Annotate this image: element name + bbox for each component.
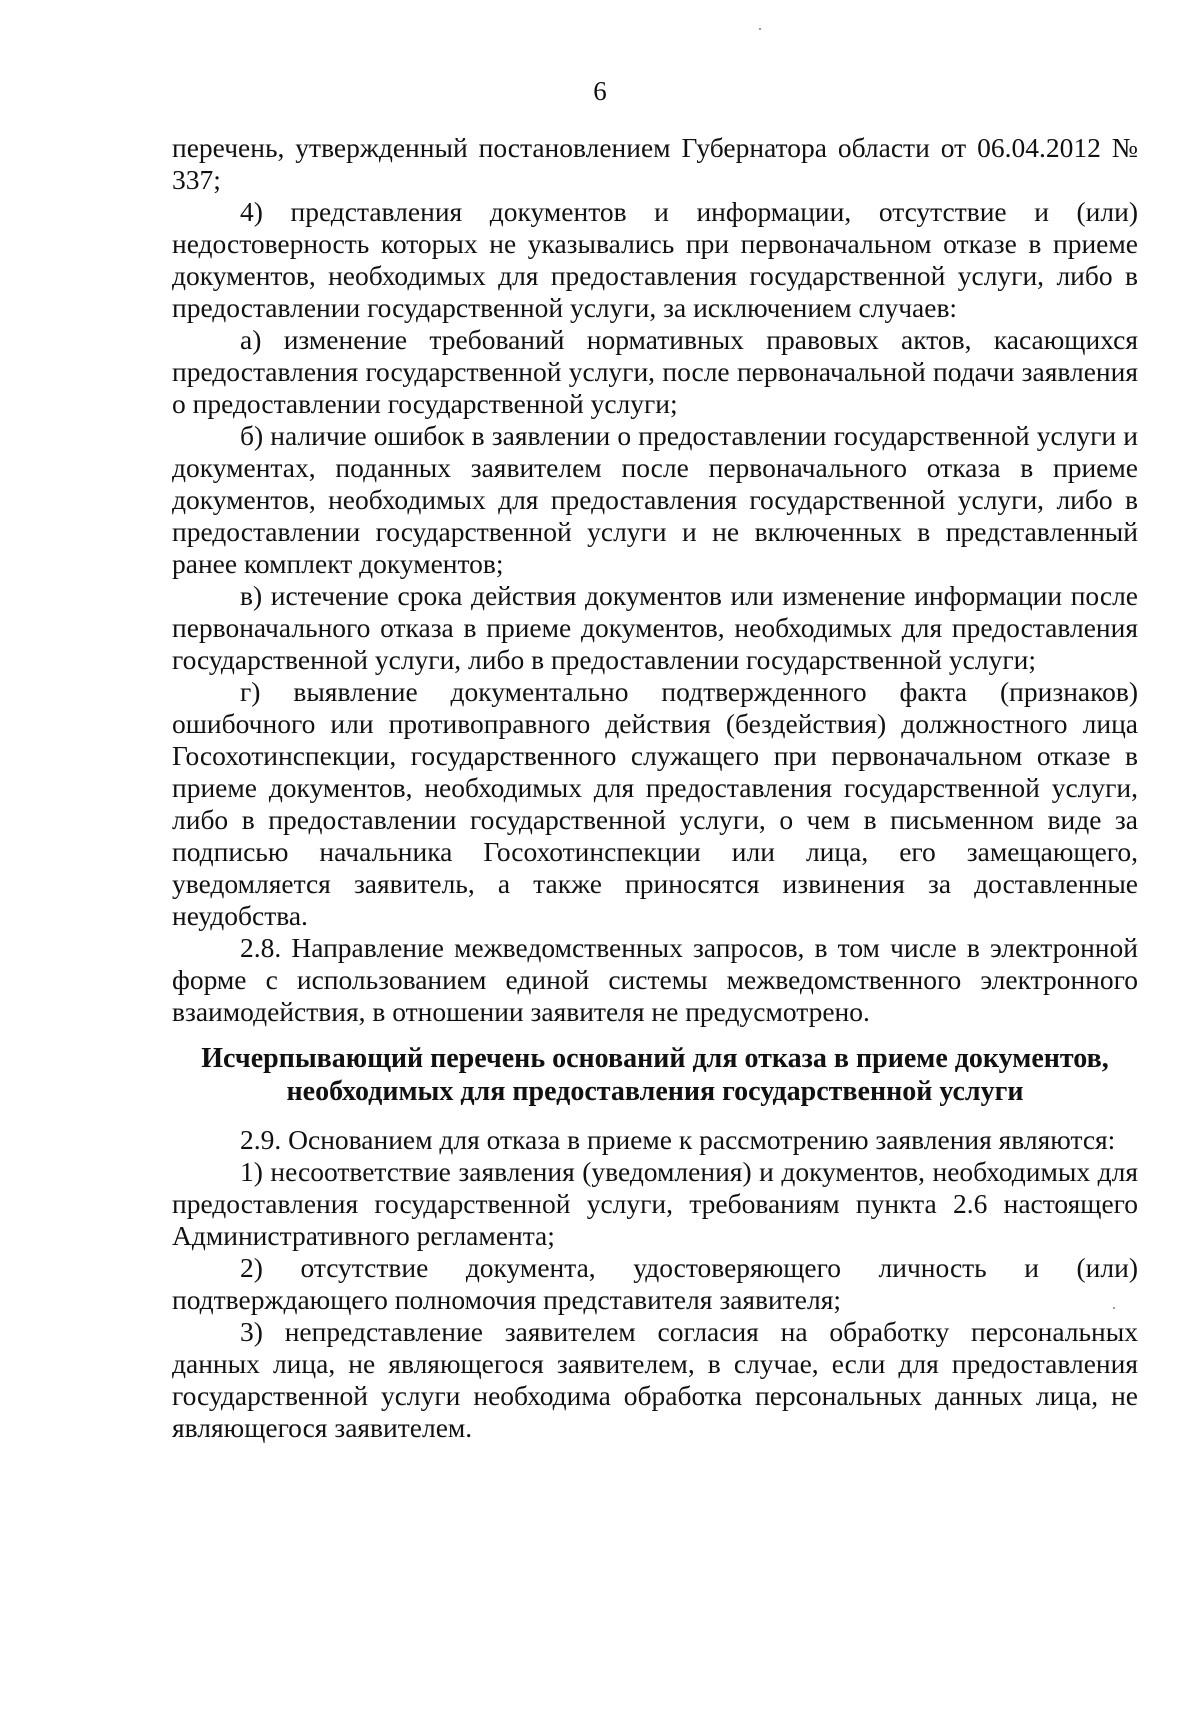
paragraph-ground-3: 3) непредставление заявителем согласия на обработку персональных данных лица, не являющегося заявителем, в случае, если для предоставления государственной услуги необходима обработка персональных данных лица, не являющегося заявителем. [172,1316,1138,1443]
paragraph-ground-2: 2) отсутствие документа, удостоверяющего личность и (или) подтверждающего полномочия представителя заявителя; [172,1252,1138,1315]
paragraph-2-9: 2.9. Основанием для отказа в приеме к рассмотрению заявления являются: [240,1124,1116,1155]
paragraph-list-continuation: перечень, утвержденный постановлением Губернатора области от 06.04.2012 № 337; [172,132,1138,195]
paragraph-subitem-b: б) наличие ошибок в заявлении о предоставлении государственной услуги и документах, поданных заявителем после первоначального отказа в приеме документов, необходимых для предоставления государственной услуги, либо в предоставлении государственной услуги и не включенных в представленный ранее комплект документов; [172,420,1138,579]
paragraph-subitem-a: а) изменение требований нормативных правовых актов, касающихся предоставления государственной услуги, после первоначальной подачи заявления о предоставлении государственной услуги; [172,324,1138,419]
scan-speck [759,28,761,30]
paragraph-subitem-g: г) выявление документально подтвержденного факта (признаков) ошибочного или противоправного действия (бездействия) должностного лица Госохотинспекции, государственного служащего при первоначальном отказе в приеме документов, необходимых для предоставления государственной услуги, либо в предоставлении государственной услуги, о чем в письменном виде за подписью начальника Госохотинспекции или лица, его замещающего, уведомляется заявитель, а также приносятся извинения за доставленные неудобства. [172,676,1138,931]
paragraph-item-4: 4) представления документов и информации, отсутствие и (или) недостоверность которых не указывались при первоначальном отказе в приеме документов, необходимых для предоставления государственной услуги, либо в предоставлении государственной услуги, за исключением случаев: [172,196,1138,323]
page-number: 6 [593,76,607,106]
paragraph-subitem-v: в) истечение срока действия документов или изменение информации после первоначального отказа в приеме документов, необходимых для предоставления государственной услуги, либо в предоставлении государственной услуги; [172,580,1138,675]
document-body [172,132,1138,1444]
paragraph-ground-1: 1) несоответствие заявления (уведомления) и документов, необходимых для предоставления государственной услуги, требованиям пункта 2.6 настоящего Административного регламента; [172,1156,1138,1251]
section-heading: Исчерпывающий перечень оснований для отказа в приеме документов, необходимых для предоставления государственной услуги [201,1043,1109,1107]
paragraph-2-8: 2.8. Направление межведомственных запросов, в том числе в электронной форме с использованием единой системы межведомственного электронного взаимодействия, в отношении заявителя не предусмотрено. [172,932,1138,1027]
